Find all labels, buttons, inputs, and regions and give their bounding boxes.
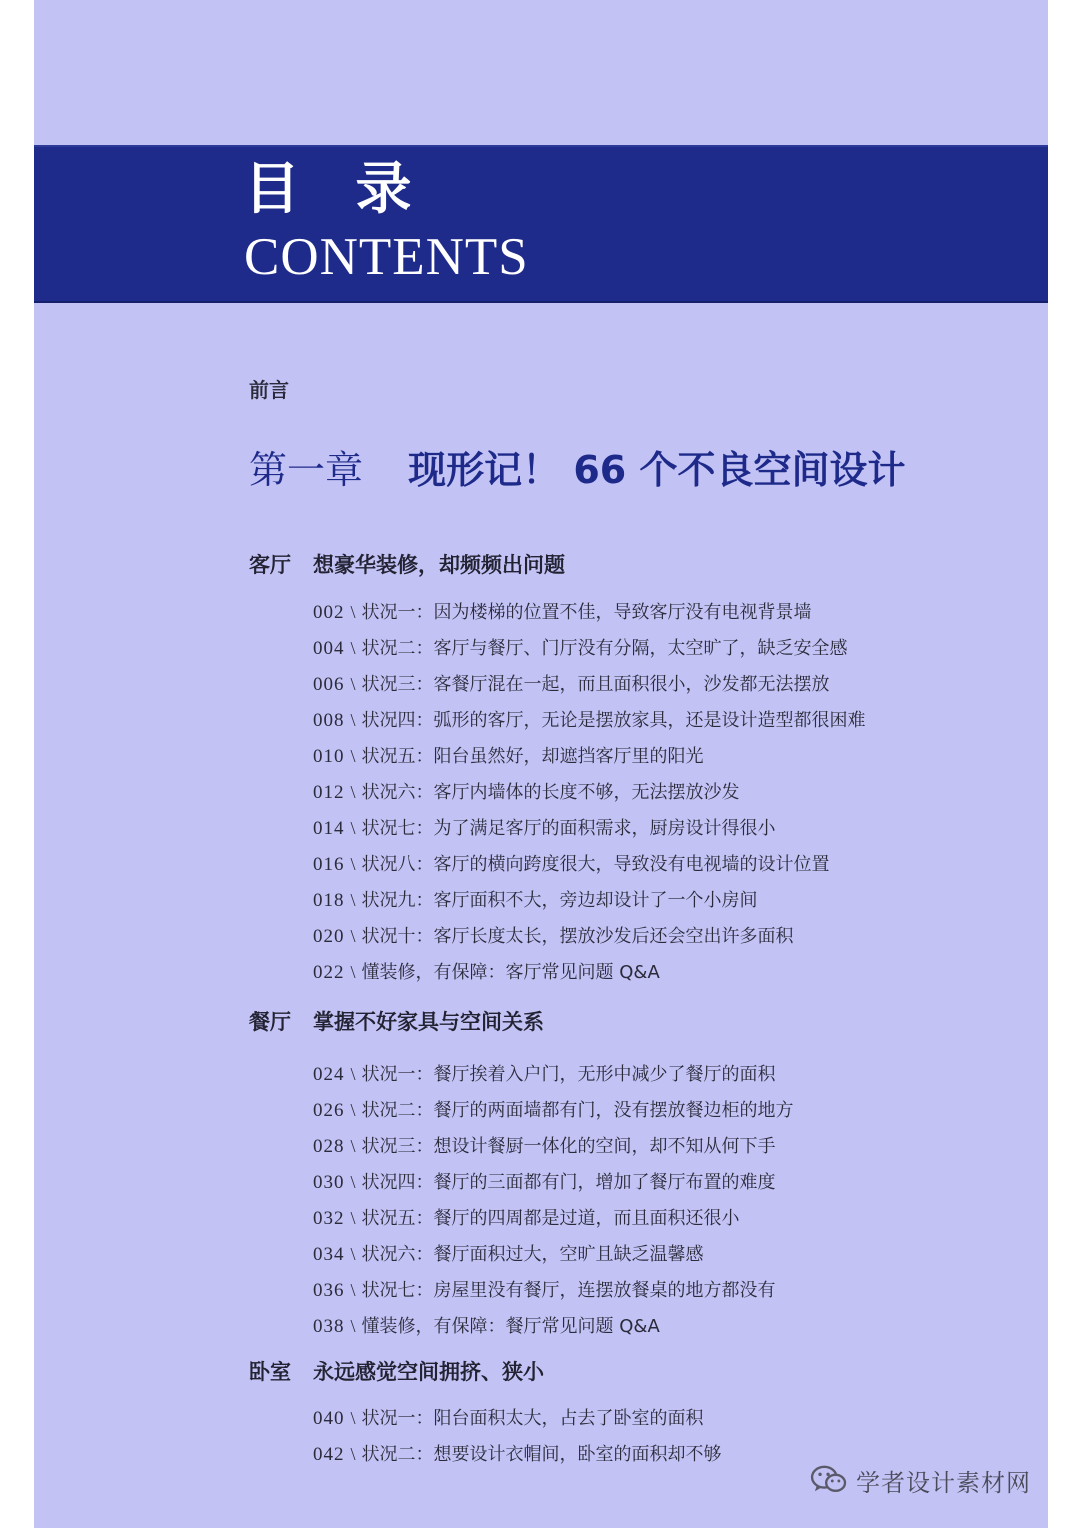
section-name: 餐厅 xyxy=(249,1010,291,1034)
separator: \ xyxy=(350,1172,356,1192)
page-number: 008 xyxy=(313,710,345,731)
page-number: 004 xyxy=(313,638,345,659)
item-text: 状况三：客餐厅混在一起，而且面积很小，沙发都无法摆放 xyxy=(361,674,830,695)
page-number: 040 xyxy=(313,1408,345,1429)
separator: \ xyxy=(350,1208,356,1228)
separator: \ xyxy=(350,854,356,874)
preface-entry: 前言 xyxy=(249,378,289,402)
toc-item xyxy=(313,1406,704,1431)
item-text: 状况四：弧形的客厅，无论是摆放家具，还是设计造型都很困难 xyxy=(361,710,866,731)
separator: \ xyxy=(350,1136,356,1156)
separator: \ xyxy=(350,602,356,622)
item-text: 状况一：阳台面积太大，占去了卧室的面积 xyxy=(361,1408,704,1429)
item-text: 状况七：为了满足客厅的面积需求，厨房设计得很小 xyxy=(361,818,776,839)
toc-item xyxy=(313,852,830,877)
page-number: 002 xyxy=(313,602,345,623)
item-text: 懂装修，有保障：客厅常见问题 Q&A xyxy=(361,962,660,983)
chapter-number: 第一章 xyxy=(249,448,364,492)
page-number: 010 xyxy=(313,746,345,767)
item-text: 状况三：想设计餐厨一体化的空间，却不知从何下手 xyxy=(361,1136,776,1157)
page-number: 042 xyxy=(313,1444,345,1465)
page-number: 034 xyxy=(313,1244,345,1265)
page-number: 018 xyxy=(313,890,345,911)
item-text: 状况二：客厅与餐厅、门厅没有分隔，太空旷了，缺乏安全感 xyxy=(361,638,848,659)
contents-title-en: CONTENTS xyxy=(244,228,529,286)
header-banner xyxy=(34,145,1048,303)
page-number: 032 xyxy=(313,1208,345,1229)
section-title: 掌握不好家具与空间关系 xyxy=(313,1010,544,1034)
toc-item xyxy=(313,1098,794,1123)
section-title: 想豪华装修，却频频出问题 xyxy=(313,553,565,577)
page-number: 026 xyxy=(313,1100,345,1121)
separator: \ xyxy=(350,1408,356,1428)
separator: \ xyxy=(350,746,356,766)
toc-item xyxy=(313,744,704,769)
watermark-text: 学者设计素材网 xyxy=(856,1468,1031,1497)
page-number: 024 xyxy=(313,1064,345,1085)
toc-item xyxy=(313,1062,776,1087)
item-text: 状况一：因为楼梯的位置不佳，导致客厅没有电视背景墙 xyxy=(361,602,812,623)
toc-item xyxy=(313,1134,776,1159)
chapter-title: 现形记！ 66 个不良空间设计 xyxy=(408,448,906,492)
watermark xyxy=(810,1462,1031,1498)
toc-item xyxy=(313,780,740,805)
section-name: 客厅 xyxy=(249,553,291,577)
item-text: 状况六：客厅内墙体的长度不够，无法摆放沙发 xyxy=(361,782,740,803)
page-number: 028 xyxy=(313,1136,345,1157)
page-number: 016 xyxy=(313,854,345,875)
toc-item xyxy=(313,888,758,913)
item-text: 懂装修，有保障：餐厅常见问题 Q&A xyxy=(361,1316,660,1337)
toc-item xyxy=(313,924,794,949)
contents-title-cn: 目 录 xyxy=(244,157,430,222)
item-text: 状况二：餐厅的两面墙都有门，没有摆放餐边柜的地方 xyxy=(361,1100,794,1121)
page-number: 014 xyxy=(313,818,345,839)
item-text: 状况六：餐厅面积过大，空旷且缺乏温馨感 xyxy=(361,1244,704,1265)
separator: \ xyxy=(350,1100,356,1120)
separator: \ xyxy=(350,1444,356,1464)
page-number: 036 xyxy=(313,1280,345,1301)
toc-item xyxy=(313,636,848,661)
toc-item xyxy=(313,816,776,841)
item-text: 状况五：阳台虽然好，却遮挡客厅里的阳光 xyxy=(361,746,704,767)
page-number: 020 xyxy=(313,926,345,947)
toc-item xyxy=(313,960,660,985)
item-text: 状况二：想要设计衣帽间，卧室的面积却不够 xyxy=(361,1444,722,1465)
section-heading-dining-room xyxy=(249,1006,544,1036)
page-number: 030 xyxy=(313,1172,345,1193)
page-number: 038 xyxy=(313,1316,345,1337)
page-number: 012 xyxy=(313,782,345,803)
item-text: 状况五：餐厅的四周都是过道，而且面积还很小 xyxy=(361,1208,740,1229)
separator: \ xyxy=(350,1064,356,1084)
item-text: 状况八：客厅的横向跨度很大，导致没有电视墙的设计位置 xyxy=(361,854,830,875)
item-text: 状况四：餐厅的三面都有门，增加了餐厅布置的难度 xyxy=(361,1172,776,1193)
toc-item xyxy=(313,1206,740,1231)
toc-item xyxy=(313,1278,776,1303)
toc-item xyxy=(313,1170,776,1195)
toc-item xyxy=(313,1314,660,1339)
item-text: 状况九：客厅面积不大，旁边却设计了一个小房间 xyxy=(361,890,758,911)
toc-item xyxy=(313,1242,704,1267)
chapter-heading xyxy=(249,442,905,498)
section-title: 永远感觉空间拥挤、狭小 xyxy=(313,1360,544,1384)
separator: \ xyxy=(350,638,356,658)
toc-item xyxy=(313,1442,722,1467)
section-heading-living-room xyxy=(249,549,565,579)
separator: \ xyxy=(350,1280,356,1300)
toc-item xyxy=(313,672,830,697)
separator: \ xyxy=(350,674,356,694)
item-text: 状况一：餐厅挨着入户门，无形中减少了餐厅的面积 xyxy=(361,1064,776,1085)
wechat-icon xyxy=(810,1464,848,1496)
separator: \ xyxy=(350,782,356,802)
toc-item xyxy=(313,708,866,733)
toc-item xyxy=(313,600,812,625)
separator: \ xyxy=(350,1316,356,1336)
section-name: 卧室 xyxy=(249,1360,291,1384)
separator: \ xyxy=(350,1244,356,1264)
separator: \ xyxy=(350,818,356,838)
page-number: 006 xyxy=(313,674,345,695)
section-heading-bedroom xyxy=(249,1356,544,1386)
separator: \ xyxy=(350,890,356,910)
separator: \ xyxy=(350,926,356,946)
separator: \ xyxy=(350,710,356,730)
page-number: 022 xyxy=(313,962,345,983)
item-text: 状况七：房屋里没有餐厅，连摆放餐桌的地方都没有 xyxy=(361,1280,776,1301)
item-text: 状况十：客厅长度太长，摆放沙发后还会空出许多面积 xyxy=(361,926,794,947)
separator: \ xyxy=(350,962,356,982)
